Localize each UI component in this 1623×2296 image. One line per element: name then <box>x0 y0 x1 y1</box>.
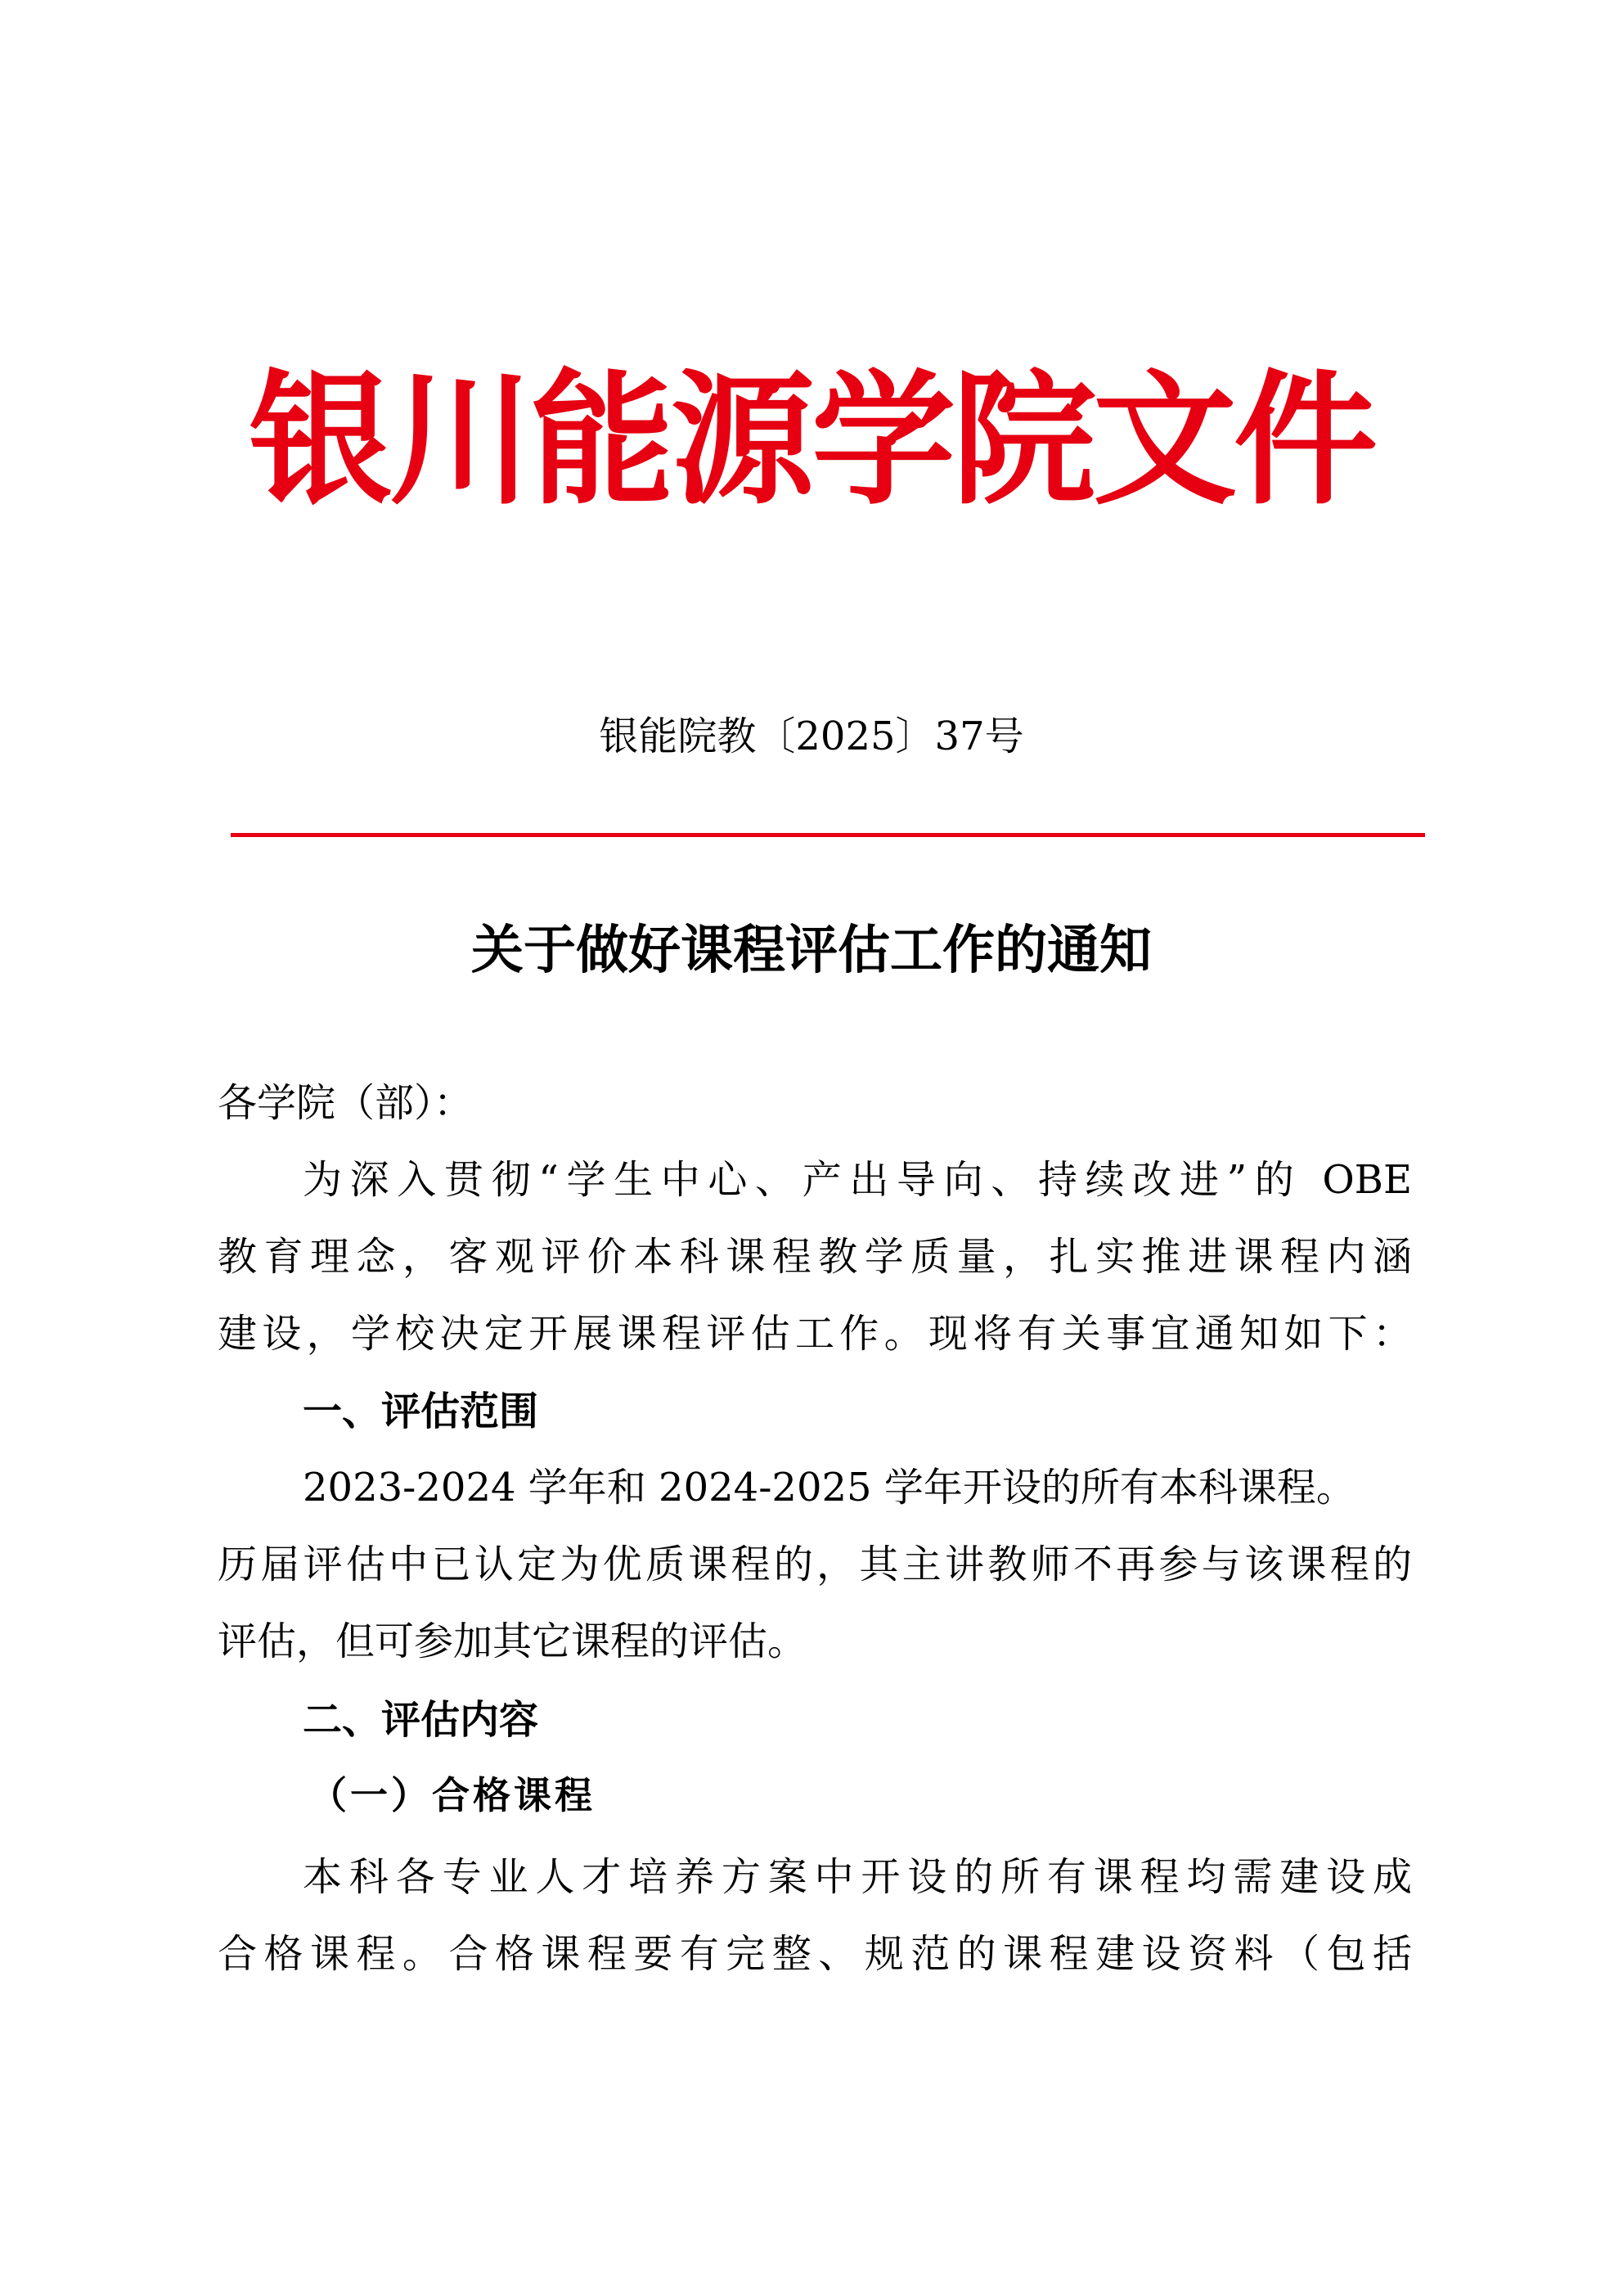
section-heading-content: 二、评估内容 <box>303 1697 539 1743</box>
section1-line: 历届评估中已认定为优质课程的，其主讲教师不再参与该课程的 <box>218 1542 1412 1587</box>
subsection-heading-qualified: （一）合格课程 <box>309 1773 596 1817</box>
section2-line: 本科各专业人才培养方案中开设的所有课程均需建设成 <box>303 1854 1412 1900</box>
salutation: 各学院（部）： <box>218 1080 474 1126</box>
intro-line: 为深入贯彻“学生中心、产出导向、持续改进”的 OBE <box>303 1157 1412 1203</box>
notice-title: 关于做好课程评估工作的通知 <box>471 920 1152 981</box>
document-number: 银能院教〔2025〕37号 <box>599 714 1024 759</box>
intro-line: 建设，学校决定开展课程评估工作。现将有关事宜通知如下： <box>218 1311 1412 1357</box>
section2-line: 合格课程。合格课程要有完整、规范的课程建设资料（包括 <box>218 1931 1412 1977</box>
section1-line: 评估，但可参加其它课程的评估。 <box>218 1618 807 1664</box>
section-heading-scope: 一、评估范围 <box>303 1389 539 1434</box>
section1-line: 2023-2024 学年和 2024-2025 学年开设的所有本科课程。 <box>303 1465 1355 1510</box>
masthead-title: 银川能源学院文件 <box>248 355 1374 524</box>
intro-line: 教育理念，客观评价本科课程教学质量，扎实推进课程内涵 <box>218 1234 1412 1280</box>
red-divider <box>231 833 1425 837</box>
